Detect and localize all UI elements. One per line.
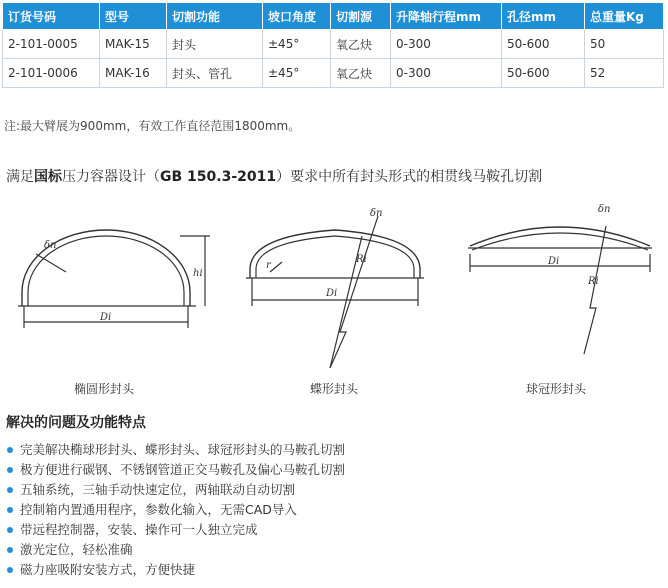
label-thickness: δn: [370, 208, 383, 219]
feature-text: 带远程控制器，安装、操作可一人独立完成: [20, 522, 258, 537]
header-weight: 总重量Kg: [585, 3, 664, 30]
header-cut-function: 切割功能: [167, 3, 263, 30]
bullet-dot-icon: [7, 567, 13, 573]
table-cell: MAK-16: [100, 59, 167, 88]
subtitle-suffix: ）要求中所有封头形式的相贯线马鞍孔切割: [276, 169, 543, 185]
feature-text: 激光定位，轻松准确: [20, 542, 133, 557]
table-cell: 52: [585, 59, 664, 88]
head-diagrams: [0, 196, 668, 406]
subtitle-bold-code: GB 150.3-2011: [160, 169, 277, 185]
table-cell: 氧乙炔: [331, 30, 391, 59]
table-cell: 氧乙炔: [331, 59, 391, 88]
label-radius: Ri: [588, 276, 599, 287]
list-item: [6, 500, 345, 520]
feature-text: 完美解决椭球形封头、蝶形封头、球冠形封头的马鞍孔切割: [20, 442, 346, 457]
header-hole-dia: 孔径mm: [502, 3, 585, 30]
table-cell: 0-300: [391, 30, 502, 59]
bullet-dot-icon: [7, 487, 13, 493]
label-height: hi: [193, 268, 203, 279]
bullet-dot-icon: [7, 507, 13, 513]
list-item: [6, 440, 345, 460]
label-diameter: Di: [548, 256, 560, 267]
header-order-no: 订货号码: [3, 3, 100, 30]
table-cell: ±45°: [263, 30, 331, 59]
table-cell: MAK-15: [100, 30, 167, 59]
standard-subtitle: [6, 166, 542, 186]
list-item: [6, 540, 345, 560]
header-model: 型号: [100, 3, 167, 30]
label-radius: Ri: [356, 254, 367, 265]
table-cell: 0-300: [391, 59, 502, 88]
bullet-dot-icon: [7, 447, 13, 453]
header-bevel-angle: 坡口角度: [263, 3, 331, 30]
subtitle-mid: 压力容器设计（: [62, 169, 160, 185]
table-cell: 封头: [167, 30, 263, 59]
table-row: [3, 30, 664, 59]
table-cell: 2-101-0005: [3, 30, 100, 59]
caption-torispherical-head: 蝶形封头: [310, 382, 359, 396]
header-lift-stroke: 升降轴行程mm: [391, 3, 502, 30]
header-cut-source: 切割源: [331, 3, 391, 30]
label-diameter: Di: [326, 288, 338, 299]
table-cell: 2-101-0006: [3, 59, 100, 88]
list-item: [6, 560, 345, 580]
table-cell: 50-600: [502, 30, 585, 59]
list-item: [6, 460, 345, 480]
feature-text: 磁力座吸附安装方式，方便快捷: [20, 562, 196, 577]
features-list: [6, 440, 345, 580]
feature-text: 控制箱内置通用程序，参数化输入，无需CAD导入: [20, 502, 297, 517]
label-knuckle-radius: r: [266, 260, 271, 271]
table-cell: 50: [585, 30, 664, 59]
label-diameter: Di: [100, 312, 112, 323]
list-item: [6, 520, 345, 540]
list-item: [6, 480, 345, 500]
label-thickness: δn: [598, 204, 611, 215]
spec-table-header: [3, 3, 664, 30]
spec-table: [2, 2, 664, 88]
bullet-dot-icon: [7, 527, 13, 533]
table-cell: 50-600: [502, 59, 585, 88]
feature-text: 极方便进行碳钢、不锈钢管道正交马鞍孔及偏心马鞍孔切割: [20, 462, 346, 477]
caption-spherical-crown-head: 球冠形封头: [526, 382, 587, 396]
caption-ellipsoidal-head: 椭圆形封头: [74, 382, 135, 396]
table-cell: 封头、管孔: [167, 59, 263, 88]
feature-text: 五轴系统，三轴手动快速定位，两轴联动自动切割: [20, 482, 296, 497]
bullet-dot-icon: [7, 547, 13, 553]
subtitle-prefix: 满足: [6, 169, 34, 185]
table-row: [3, 59, 664, 88]
spherical-crown-head-diagram: [468, 226, 652, 354]
features-title: 解决的问题及功能特点: [6, 415, 146, 431]
bullet-dot-icon: [7, 467, 13, 473]
table-cell: ±45°: [263, 59, 331, 88]
subtitle-bold-standard: 国标: [34, 169, 62, 185]
spec-note: 注:最大臂展为900mm，有效工作直径范围1800mm。: [4, 119, 301, 133]
label-thickness: δn: [44, 240, 57, 251]
